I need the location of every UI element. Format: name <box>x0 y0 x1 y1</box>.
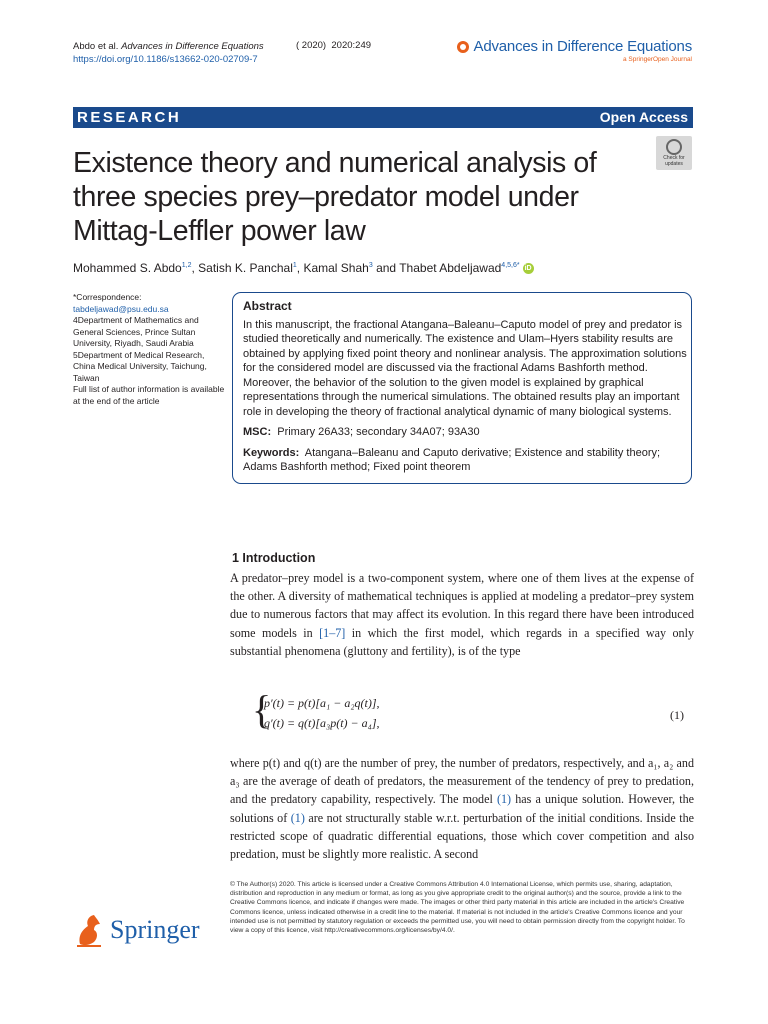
correspondence-label: *Correspondence: <box>73 292 142 302</box>
author-affiliation: 1,2 <box>181 262 192 269</box>
journal-brand[interactable] <box>457 38 692 63</box>
header-authors: Abdo et al. <box>73 41 119 52</box>
msc-codes: Primary 26A33; secondary 34A07; 93A30 <box>277 426 480 438</box>
equation-number: (1) <box>670 708 684 722</box>
paragraph-text: in which the first model, which regards in a specified way only substantial phenomena (gluttony and fertility), is of the type <box>230 625 694 658</box>
header-journal: Advances in Difference Equations <box>121 41 264 52</box>
brand-name: Advances in Difference Equations <box>473 38 692 55</box>
author-name[interactable]: Thabet Abdeljawad <box>399 261 502 275</box>
author-info-note: Full list of author information is available at the end of the article <box>73 384 225 406</box>
correspondence-sidebar <box>73 292 225 407</box>
springer-logo <box>74 912 200 948</box>
open-access-label: Open Access <box>599 109 688 125</box>
check-for-updates-badge[interactable] <box>656 136 692 170</box>
keywords-line <box>243 446 691 475</box>
abstract-text: In this manuscript, the fractional Atangana–Baleanu–Caputo model of prey and predator is studied theoretically and numerically. The existence and Ulam–Hyers stability results are obtained by applying fixed point theory and nonlinear analysis. The approximation solutions for the considered model are discussed via the fractional Adams Bashforth method. Moreover, the behavior of the solution to the given model is explained by graphical representations through the numerical simulations. The obtained results play an important role in developing the theory of fractional analytical dynamic of many biological systems. <box>243 318 687 418</box>
check-updates-text: Check for updates <box>663 155 685 167</box>
journal-logo-icon <box>457 41 469 53</box>
abstract-box <box>232 292 692 484</box>
title-line: three species prey–predator model under <box>73 181 579 213</box>
author-affiliation: 3 <box>368 262 373 269</box>
orcid-icon[interactable]: iD <box>524 265 532 273</box>
author-list <box>73 261 534 275</box>
check-updates-icon <box>666 139 682 155</box>
keywords: Atangana–Baleanu and Caputo derivative; Existence and stability theory; Adams Bashforth method; Fixed point theorem <box>243 446 661 473</box>
section-heading: 1 Introduction <box>232 551 316 565</box>
paragraph-text: A predator–prey model is a two-component system, where one of them lives at the expense of the other. A diversity of mathematical techniques is applied at modeling a predator–prey system due to numerous factors that may affect its evolution. In this regard there have been introduced some models in <box>230 571 694 640</box>
affiliation-5: 5Department of Medical Research, China Medical University, Taichung, Taiwan <box>73 349 207 383</box>
author-separator: , <box>296 261 304 275</box>
msc-label: MSC: <box>243 426 272 438</box>
author-affiliation: 4,5,6* <box>501 262 520 269</box>
article-type: RESEARCH <box>77 109 182 126</box>
paragraph-text: has a unique solution. However, the solutions of <box>230 792 694 825</box>
springer-horse-icon <box>74 912 104 948</box>
intro-paragraph-1 <box>230 569 694 660</box>
intro-paragraph-2 <box>230 754 694 863</box>
citation-link[interactable]: (1) <box>290 810 305 825</box>
title-line: Mittag-Leffler power law <box>73 215 366 247</box>
author-name[interactable]: Satish K. Panchal <box>198 261 293 275</box>
msc-line <box>243 425 691 440</box>
paragraph-text: are not structurally stable w.r.t. perturbation of the initial conditions. Inside the restricted scope of quadratic differential equations, those which cover competition and also predation, must be slightly more realistic. A second <box>230 810 694 862</box>
brand-subtitle: a SpringerOpen Journal <box>622 56 692 63</box>
header-article-no: 2020:249 <box>331 40 372 51</box>
paragraph-text: where p(t) and q(t) are the number of prey, the number of predators, respectively, and a₁, a₂ and a₃ are the average of death of predators, the measurement of the tendency of prey to predation, and the predatory capability, respectively. The model <box>230 756 694 807</box>
affiliation-4: 4Department of Mathematics and General Sciences, Prince Sultan University, Riyadh, Saudi Arabia <box>73 315 199 348</box>
author-name[interactable]: Kamal Shah <box>303 261 369 275</box>
equation-brace: { <box>252 687 272 732</box>
article-title <box>73 146 643 248</box>
author-affiliation: 1 <box>292 262 297 269</box>
doi-link[interactable]: https://doi.org/10.1186/s13662-020-02709-7 <box>73 54 258 65</box>
abstract-heading: Abstract <box>243 299 292 313</box>
author-separator: , <box>191 261 199 275</box>
keywords-label: Keywords: <box>243 446 300 459</box>
author-name[interactable]: Mohammed S. Abdo <box>73 261 182 275</box>
header-citation <box>296 40 371 51</box>
citation-link[interactable]: [1–7] <box>319 625 346 640</box>
publisher-name: Springer <box>110 915 200 944</box>
title-line: Existence theory and numerical analysis of <box>73 147 597 179</box>
license-text: © The Author(s) 2020. This article is licensed under a Creative Commons Attribution 4.0 International License, which permits use, sharing, adaptation, distribution and reproduction in any medium or format, as long as you give appropriate credit to the original author(s) and the source, provide a link to the Creative Commons licence, and indicate if changes were made. The images or other third party material in this article are included in the article's Creative Commons licence, unless indicated otherwise in a credit line to the material. If material is not included in the article's Creative Commons licence and your intended use is not permitted by statutory regulation or exceeds the permitted use, you will need to obtain permission directly from the copyright holder. To view a copy of this licence, visit http://creativecommons.org/licenses/by/4.0/. <box>230 881 685 935</box>
running-header <box>73 40 264 66</box>
citation-link[interactable]: (1) <box>496 792 512 807</box>
correspondence-email[interactable]: tabdeljawad@psu.edu.sa <box>73 303 169 314</box>
article-type-bar <box>73 107 693 128</box>
header-year: ( 2020) <box>296 40 327 51</box>
author-separator: and <box>372 261 400 275</box>
equation-line: q′(t) = q(t)[a₃p(t) − a₄], <box>264 716 380 730</box>
equation-line: p′(t) = p(t)[a₁ − a₂q(t)], <box>264 696 380 710</box>
